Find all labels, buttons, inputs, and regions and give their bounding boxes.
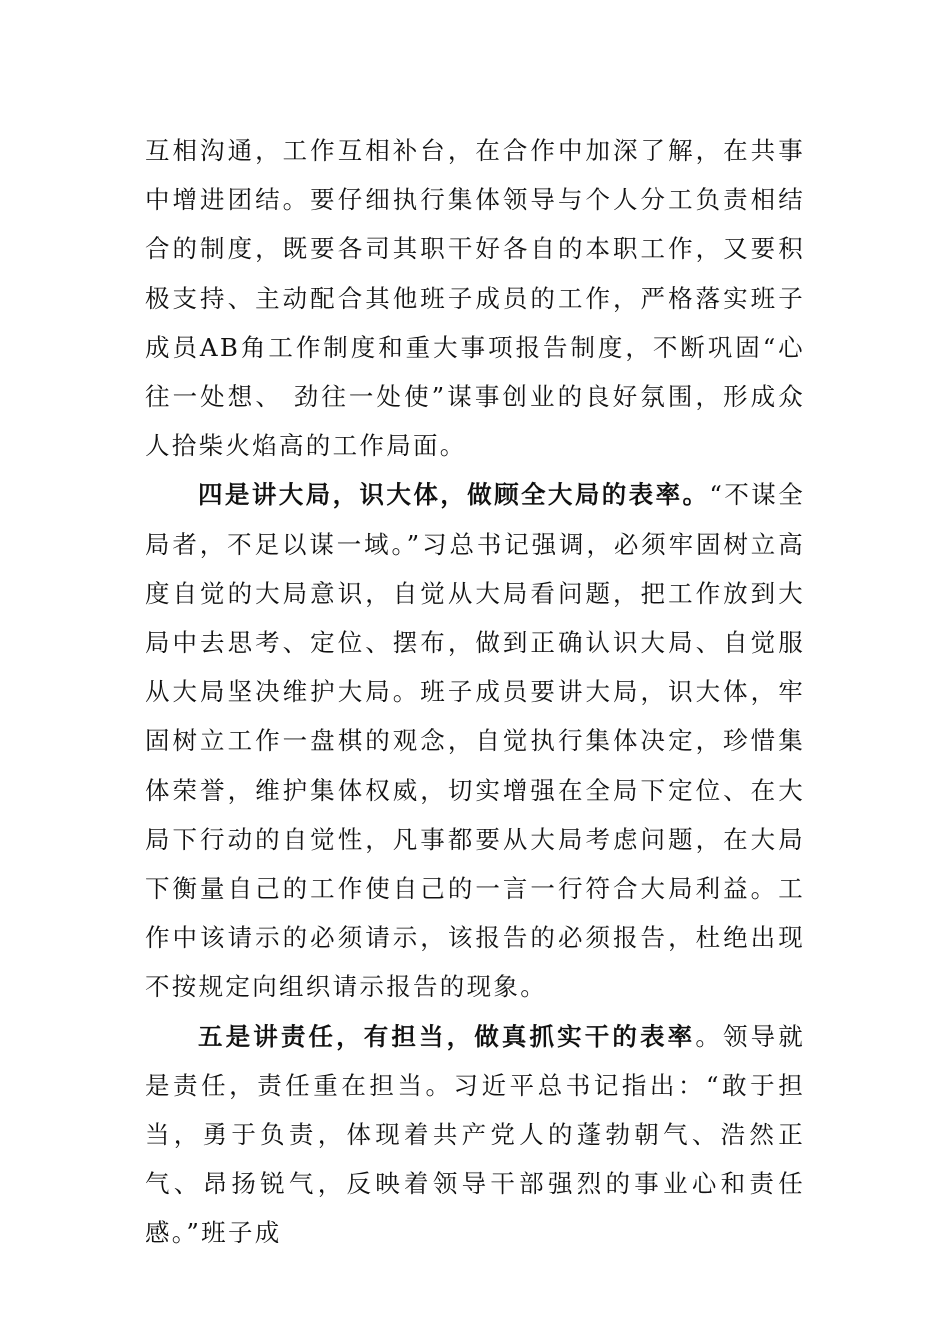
paragraph-body: 。领导就是责任，责任重在担当。习近平总书记指出：“敢于担当，勇于负责，体现着共产党人的蓬勃朝气、浩然正气、昂扬锐气，反映着领导干部强烈的事业心和责任感。”班子成	[145, 1021, 805, 1248]
paragraph-heading: 四是讲大局，识大体，做顾全大局的表率。	[198, 480, 710, 510]
document-body	[145, 126, 805, 1258]
paragraph-continuation	[145, 126, 805, 470]
paragraph-point-four	[145, 470, 805, 1011]
paragraph-heading: 五是讲责任，有担当，做真抓实干的表率	[198, 1021, 696, 1051]
paragraph-body: “不谋全局者，不足以谋一域。”习总书记强调，必须牢固树立高度自觉的大局意识，自觉从大局看问题，把工作放到大局中去思考、定位、摆布，做到正确认识大局、自觉服从大局坚决维护大局。班子成员要讲大局，识大体，牢固树立工作一盘棋的观念，自觉执行集体决定，珍惜集体荣誉，维护集体权威，切实增强在全局下定位、在大局下行动的自觉性，凡事都要从大局考虑问题，在大局下衡量自己的工作使自己的一言一行符合大局利益。工作中该请示的必须请示，该报告的必须报告，杜绝出现不按规定向组织请示报告的现象。	[145, 480, 805, 1002]
paragraph-point-five	[145, 1012, 805, 1258]
paragraph-body: 互相沟通，工作互相补台，在合作中加深了解，在共事中增进团结。要仔细执行集体领导与个人分工负责相结合的制度，既要各司其职干好各自的本职工作，又要积极支持、主动配合其他班子成员的工作，严格落实班子成员AB角工作制度和重大事项报告制度，不断巩固“心往一处想、 劲往一处使”谋事创业的良好氛围，形成众人拾柴火焰高的工作局面。	[145, 136, 805, 461]
